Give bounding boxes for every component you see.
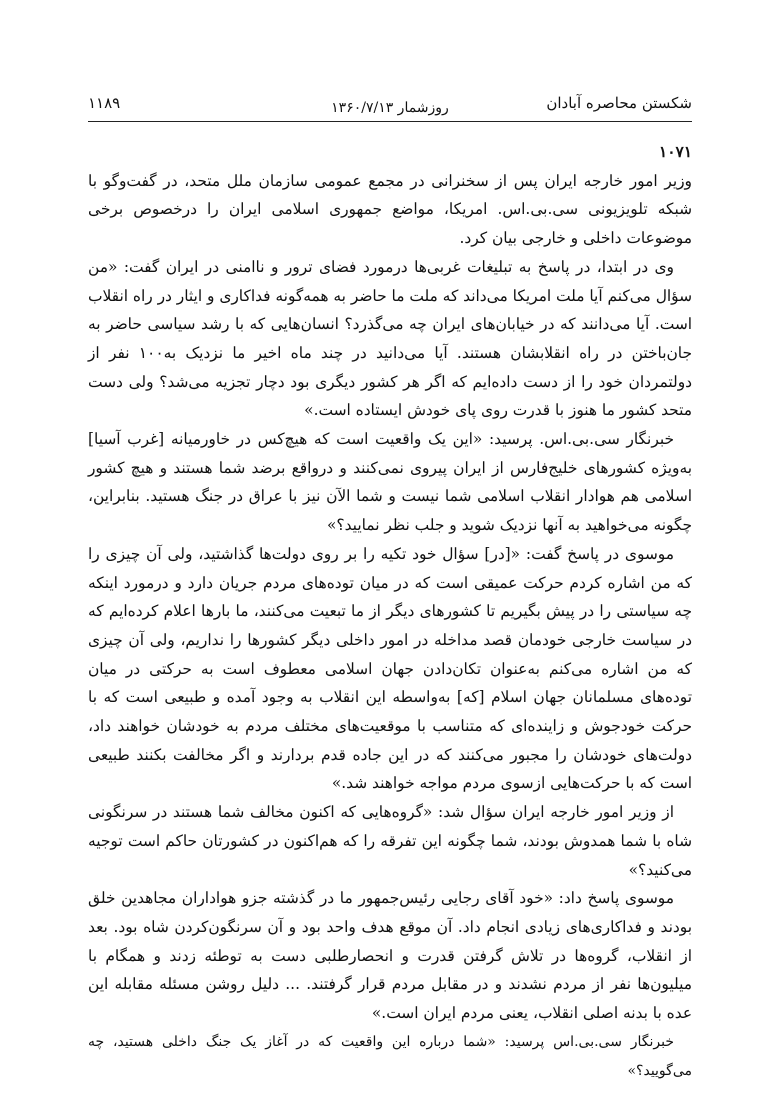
page-number: ۱۱۸۹ xyxy=(88,94,121,112)
header-divider xyxy=(88,121,692,122)
paragraph: وزیر امور خارجه ایران پس از سخنرانی در مجمع عمومی سازمان ملل متحد، در گفت‌وگو با شبکه تلویزیونی سی.بی.اس. امریکا، مواضع جمهوری اسلامی ایران را درخصوص برخی موضوعات داخلی و خارجی بیان کرد. xyxy=(88,171,692,248)
diary-date: روزشمار ۱۳۶۰/۷/۱۳ xyxy=(331,100,449,116)
book-title: شکستن محاصره آبادان xyxy=(546,94,692,112)
paragraph: خبرنگار سی.بی.اس پرسید: «شما درباره این واقعیت که در آغاز یک جنگ داخلی هستید، چه می‌گویید؟» xyxy=(88,1033,692,1079)
page-body xyxy=(88,138,692,1085)
paragraph: وی در ابتدا، در پاسخ به تبلیغات غربی‌ها درمورد فضای ترور و ناامنی در ایران گفت: «من سؤال می‌کنم آیا ملت امریکا می‌داند که ملت ما حاضر به همه‌گونه فداکاری و ایثار در راه انقلاب است. آیا می‌دانند که در خیابان‌های ایران چه می‌گذرد؟ انسان‌هایی که با رشد سیاسی حاضر به جان‌باختن در راه انقلابشان هستند. آیا می‌دانید در چند ماه اخیر ما نزدیک به۱۰۰ نفر از دولتمردان خود را از دست داده‌ایم که اگر هر کشور دیگری بود دچار تجزیه می‌شد؟ ولی دست متحد کشور ما هنوز با قدرت روی پای خودش ایستاده است.» xyxy=(88,257,692,420)
entry-number: ۱۰۷۱ xyxy=(658,143,692,161)
running-header xyxy=(88,92,692,122)
paragraph: موسوی در پاسخ گفت: «[در] سؤال خود تکیه را بر روی دولت‌ها گذاشتید، ولی آن چیزی را که من اشاره کردم حرکت عمیقی است که در میان توده‌های مردم جریان دارد و درمورد اینکه چه سیاستی را در پیش بگیریم تا کشورهای دیگر از ما تبعیت می‌کنند، ما بارها اعلام کرده‌ایم که در سیاست خارجی خودمان قصد مداخله در امور داخلی دیگر کشورها را نداریم، ولی آن چیزی که من اشاره می‌کنم به‌عنوان تکان‌دادن جهان اسلامی معطوف است به حرکتی در میان توده‌های مسلمانان جهان اسلام [که] به‌واسطه این انقلاب به وجود آمده و طبیعی است که با حرکت خودجوش و زاینده‌ای که متناسب با موقعیت‌های مختلف مردم به خودشان خواهند داد، دولت‌های خودشان را مجبور می‌کنند که در این جاده قدم بردارند و اگر مخالفت بکنند طبیعی است که با حرکت‌هایی ازسوی مردم مواجه خواهند شد.» xyxy=(88,544,692,793)
paragraph: از وزیر امور خارجه ایران سؤال شد: «گروه‌هایی که اکنون مخالف شما هستند در سرنگونی شاه با شما همدوش بودند، شما چگونه این تفرقه را که هم‌اکنون در کشورتان حاکم است توجیه می‌کنید؟» xyxy=(88,803,692,879)
paragraph: خبرنگار سی.بی.اس. پرسید: «این یک واقعیت است که هیچ‌کس در خاورمیانه [غرب آسیا] به‌ویژه کشورهای خلیج‌فارس از ایران پیروی نمی‌کنند و درواقع برضد شما هستند و هیچ کشور اسلامی هم هوادار انقلاب اسلامی شما نیست و شما الآن نیز با عراق در جنگ هستید. بنابراین، چگونه می‌خواهید به آنها نزدیک شوید و جلب نظر نمایید؟» xyxy=(88,430,692,535)
paragraph: موسوی پاسخ داد: «خود آقای رجایی رئیس‌جمهور ما در گذشته جزو هواداران مجاهدین خلق بودند و فداکاری‌های زیادی انجام داد. آن موقع هدف واحد بود و آن سرنگون‌کردن شاه بود. بعد از انقلاب، گروه‌ها در تلاش گرفتن قدرت و انحصارطلبی دست به توطئه زدند و همگام با میلیون‌ها نفر از مردم نشدند و در مقابل مردم قرار گرفتند. ... دلیل روشن مسئله مقابله این عده با بدنه اصلی انقلاب، یعنی مردم ایران است.» xyxy=(88,889,692,1023)
